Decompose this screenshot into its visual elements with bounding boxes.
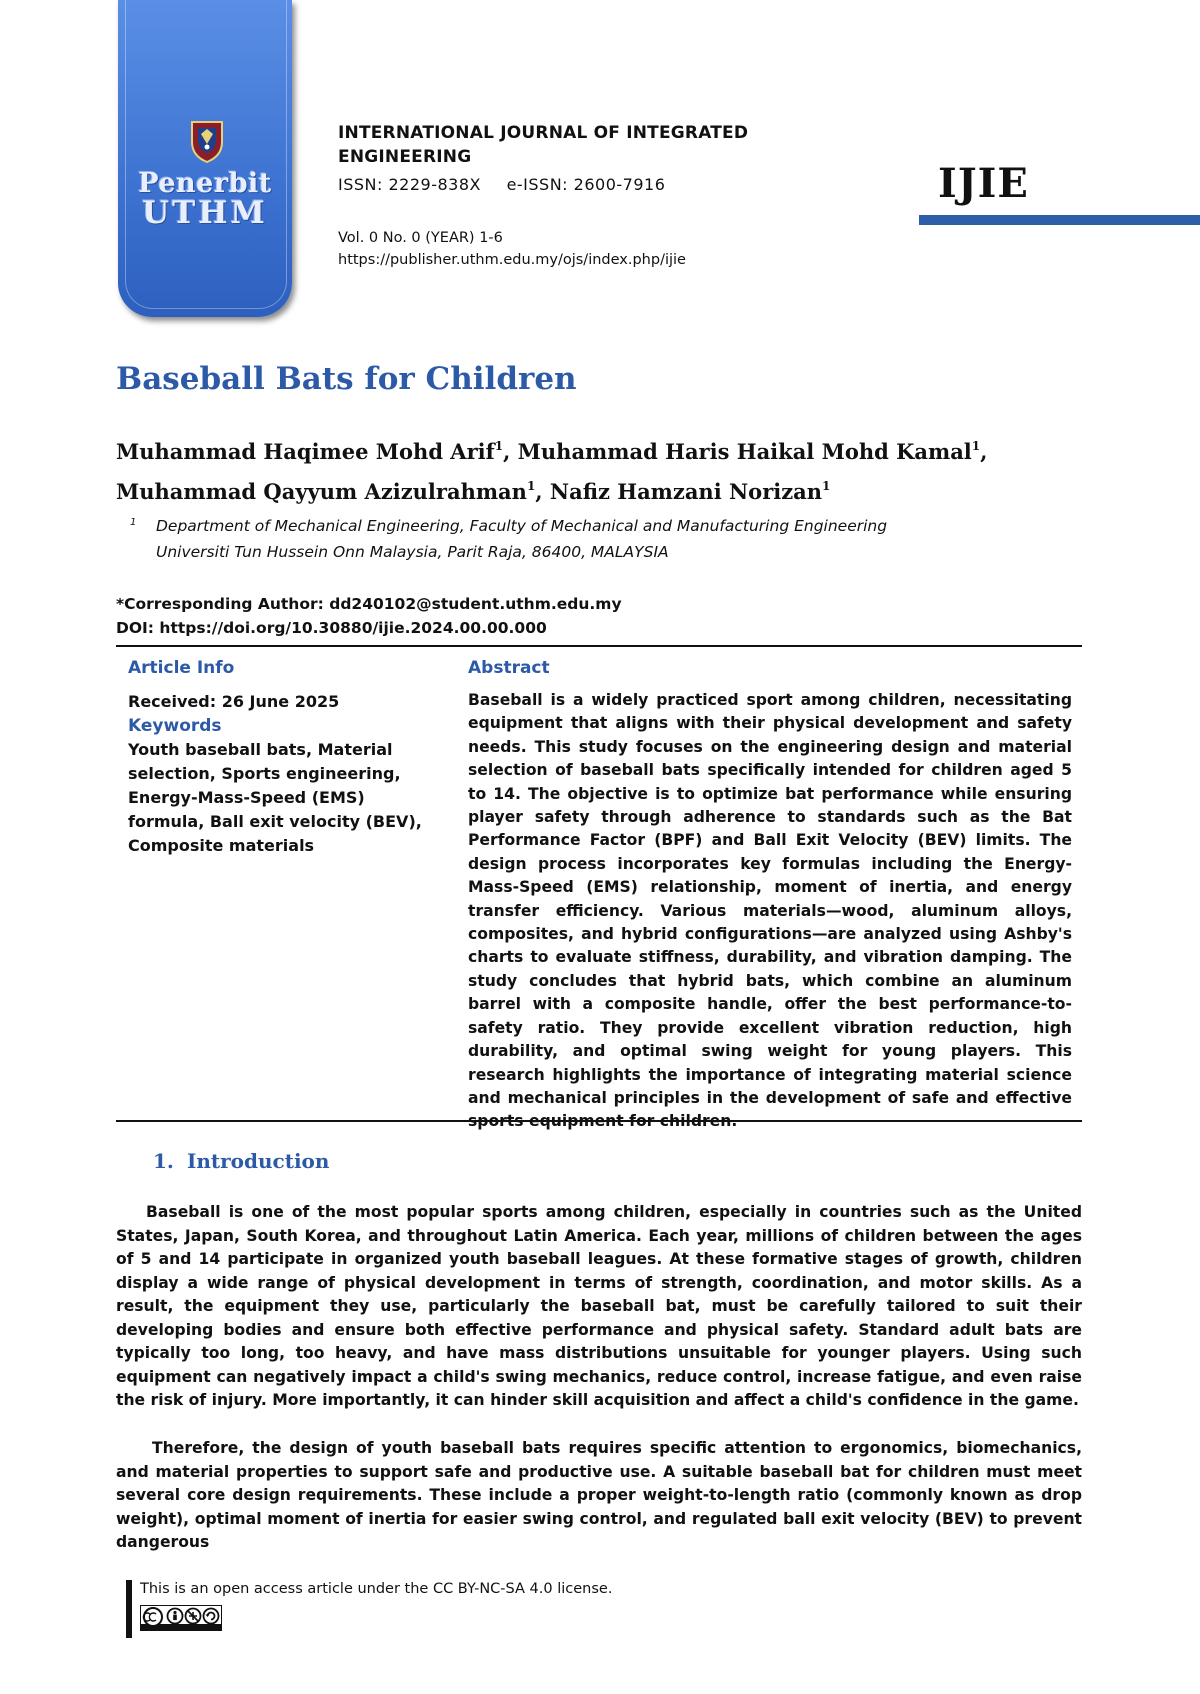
author-separator: , — [535, 479, 550, 504]
publisher-name-line1: Penerbit — [138, 168, 272, 199]
introduction-heading — [153, 1149, 329, 1173]
received-date: Received: 26 June 2025 — [128, 692, 340, 711]
keywords-list: Youth baseball bats, Material selection, Sports engineering, Energy-Mass-Speed (EMS) formula, Ball exit velocity (BEV), Composite materials — [128, 740, 422, 855]
affiliation-marker: 1 — [130, 517, 137, 528]
issn: ISSN: 2229-838X — [338, 175, 481, 194]
author-separator: , — [503, 439, 518, 464]
article-info-column — [128, 690, 443, 858]
author-name: Muhammad Haris Haikal Mohd Kamal — [517, 439, 972, 464]
section-title: Introduction — [187, 1149, 330, 1173]
section-number: 1. — [153, 1149, 174, 1173]
abstract-heading: Abstract — [468, 658, 550, 678]
author-affiliation-marker: 1 — [494, 439, 504, 453]
cc-by-nc-sa-badge-icon[interactable] — [140, 1605, 222, 1631]
university-crest-icon — [188, 118, 226, 164]
eissn: e-ISSN: 2600-7916 — [506, 175, 666, 194]
author-list — [116, 429, 1076, 509]
publisher-wordmark — [118, 168, 292, 231]
publisher-name-line2: UTHM — [142, 195, 268, 231]
article-info-heading: Article Info — [128, 658, 235, 678]
doi-link[interactable]: DOI: https://doi.org/10.30880/ijie.2024.00.00.000 — [116, 619, 547, 637]
author-affiliation-marker: 1 — [526, 479, 536, 493]
author — [518, 439, 988, 464]
correspondence-block — [116, 592, 622, 640]
paper-title: Baseball Bats for Children — [116, 361, 577, 397]
journal-abbreviation: IJIE — [938, 160, 1029, 207]
journal-url[interactable]: https://publisher.uthm.edu.my/ojs/index.php/ijie — [338, 252, 686, 268]
issn-row — [338, 175, 685, 194]
author — [550, 479, 830, 504]
journal-name: INTERNATIONAL JOURNAL OF INTEGRATED ENGINEERING — [338, 123, 749, 167]
affiliation-line-2: Universiti Tun Hussein Onn Malaysia, Parit Raja, 86400, MALAYSIA — [156, 543, 669, 561]
section-rule-top — [116, 645, 1082, 647]
header-accent-bar — [919, 215, 1200, 225]
author-name: Muhammad Qayyum Azizulrahman — [116, 479, 527, 504]
corresponding-author[interactable]: *Corresponding Author: dd240102@student.uthm.edu.my — [116, 595, 622, 613]
keywords-heading: Keywords — [128, 716, 222, 736]
volume-info: Vol. 0 No. 0 (YEAR) 1-6 — [338, 230, 503, 246]
author-name: Muhammad Haqimee Mohd Arif — [116, 439, 495, 464]
abstract-text: Baseball is a widely practiced sport among children, necessitating equipment that aligns with their physical development and safety needs. This study focuses on the engineering design and material selection of baseball bats specifically intended for children aged 5 to 14. The objective is to optimize bat performance while ensuring player safety through adherence to standards such as the Bat Performance Factor (BPF) and Ball Exit Velocity (BEV) limits. The design process incorporates key formulas including the Energy-Mass-Speed (EMS) relationship, moment of inertia, and energy transfer efficiency. Various materials—wood, aluminum alloys, composites, and hybrid configurations—are analyzed using Ashby's charts to evaluate stiffness, durability, and vibration damping. The study concludes that hybrid bats, which combine an aluminum barrel with a composite handle, offer the best performance-to-safety ratio. They provide excellent vibration reduction, high durability, and optimal swing weight for young players. This research highlights the importance of integrating material science and mechanical principles in the development of safe and effective — [468, 691, 1072, 1107]
publisher-logo — [118, 0, 292, 317]
affiliation-line-1: Department of Mechanical Engineering, Faculty of Mechanical and Manufacturing Engineering — [156, 517, 888, 535]
author — [116, 439, 518, 464]
author — [116, 479, 550, 504]
section-rule-bottom — [116, 1120, 1082, 1122]
footer-accent-bar — [126, 1580, 132, 1638]
introduction-paragraph-2: Therefore, the design of youth baseball bats requires specific attention to ergonomics, biomechanics, and material properties to support safe and productive use. A suitable baseball bat for children must meet several core design requirements. These include a proper weight-to-length ratio (commonly known as drop weight), optimal moment of inertia for easier swing control, and regulated ball exit velocity (BEV) to prevent dangerous — [116, 1439, 1082, 1551]
introduction-paragraph-1: Baseball is one of the most popular sports among children, especially in countries such as the United States, Japan, South Korea, and throughout Latin America. Each year, millions of children between the ages of 5 and 14 participate in organized youth baseball leagues. At these formative stages of growth, children display a wide range of physical development in terms of strength, coordination, and motor skills. As a result, the equipment they use, particularly the baseball bat, must be carefully tailored to suit their developing bodies and ensure both effective performance and physical safety. Standard adult bats are typically too long, too heavy, and have mass distributions unsuitable for younger players. Using such equipment can negatively impact a child's swing mechanics, reduce control, increase fatigue, and even raise the risk of injury. More importantly, it can hinder skill acquisition and affect a child's confidence in the game. — [116, 1203, 1082, 1409]
author-affiliation-marker: 1 — [971, 439, 981, 453]
author-affiliation-marker: 1 — [822, 479, 831, 493]
affiliation — [130, 513, 996, 565]
author-name: Nafiz Hamzani Norizan — [549, 479, 823, 504]
license-note: This is an open access article under the CC BY-NC-SA 4.0 license. — [140, 1581, 613, 1597]
author-separator: , — [980, 439, 988, 464]
